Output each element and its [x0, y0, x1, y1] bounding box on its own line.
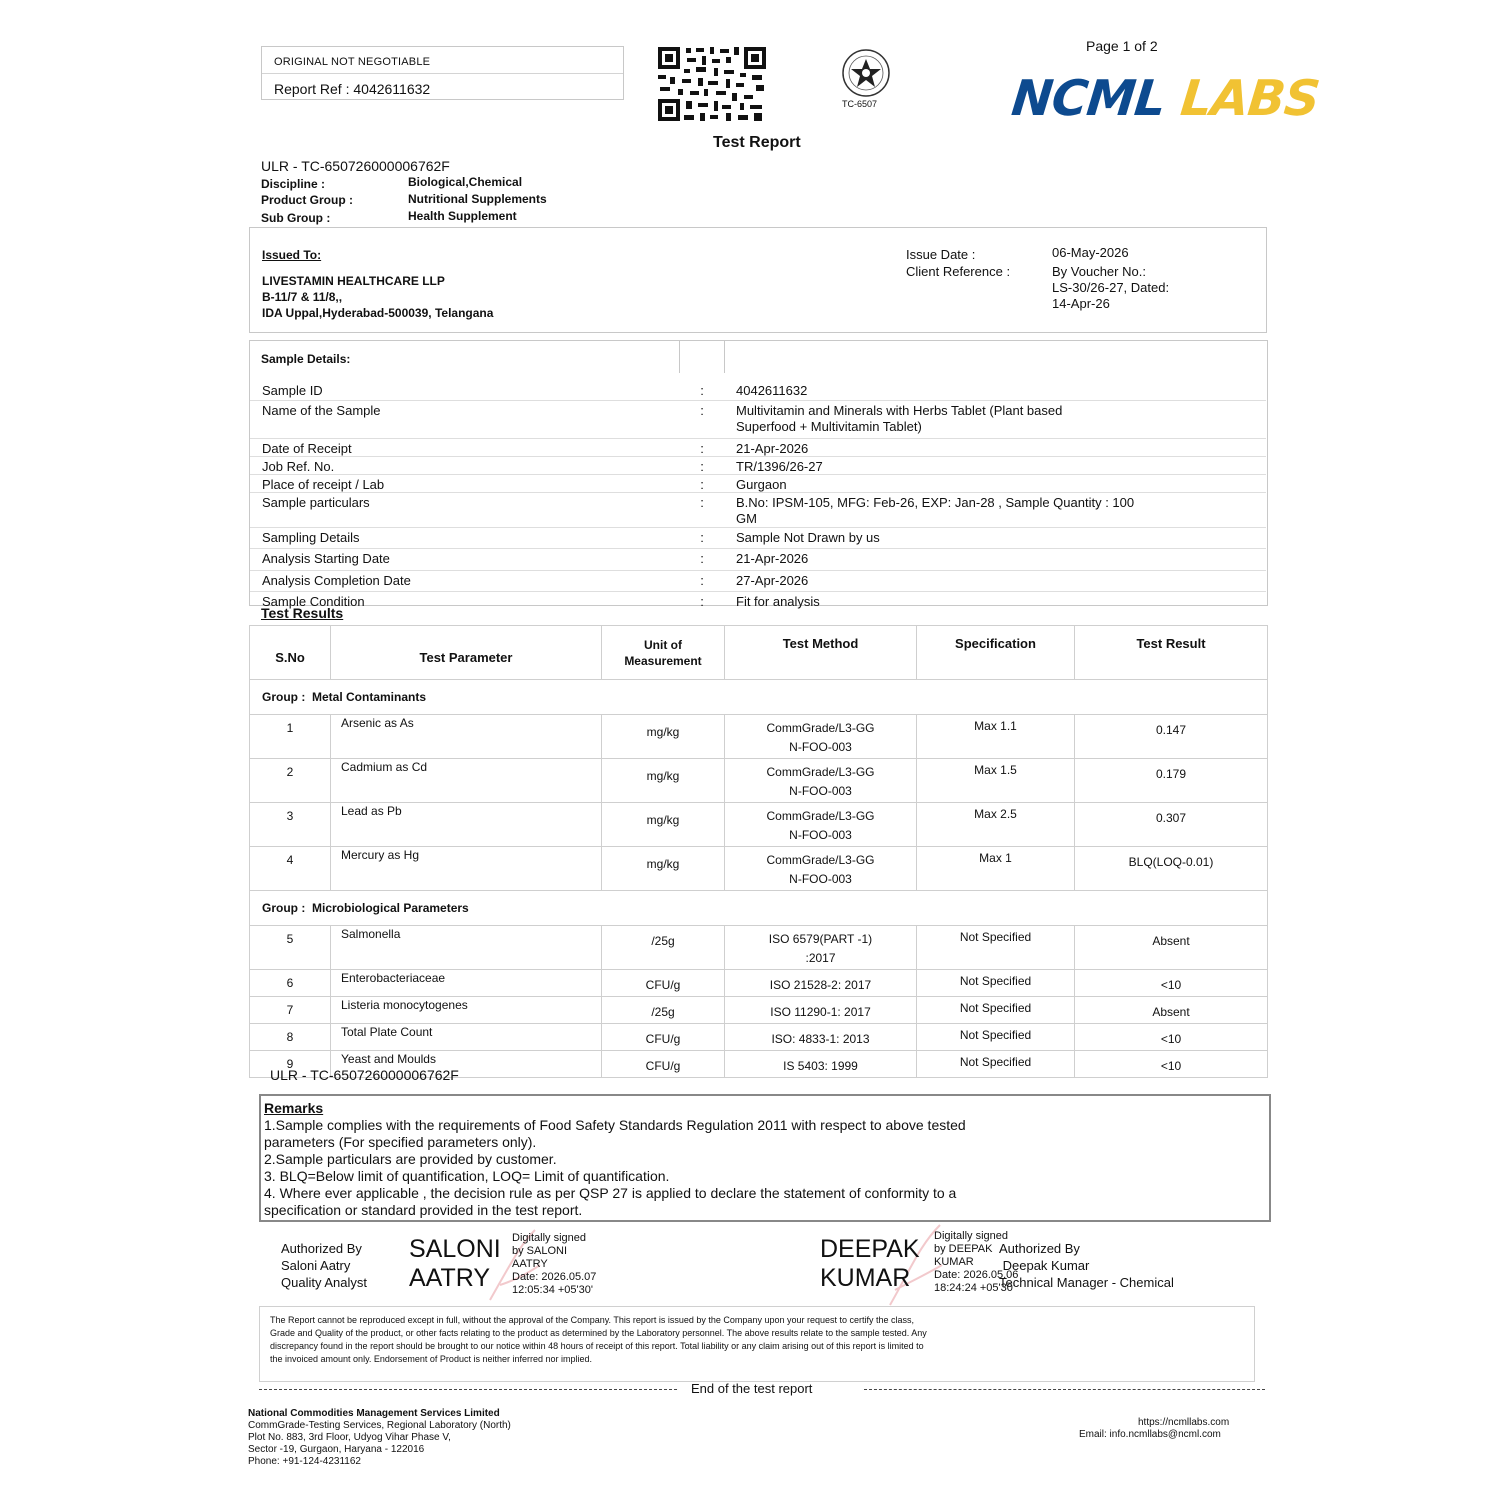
sample-row: Analysis Starting Date : 21-Apr-2026 — [250, 548, 1266, 570]
discipline-value: Biological,Chemical — [408, 175, 523, 189]
sample-row: Sample Condition : Fit for analysis — [262, 593, 820, 609]
qr-code-icon — [656, 45, 768, 123]
remark-line: 4. Where ever applicable , the decision rule as per QSP 27 is applied to declare the statement of conformity to a — [264, 1185, 957, 1201]
sample-row: Analysis Completion Date : 27-Apr-2026 — [250, 570, 1266, 591]
table-row: 9 Yeast and Moulds CFU/g IS 5403: 1999 Not Specified <10 — [250, 1051, 1268, 1078]
disclaimer-line: The Report cannot be reproduced except in full, without the approval of the Company. This report is issued by the Company upon your request to certify the class, — [270, 1315, 915, 1325]
issued-to-box — [249, 227, 1267, 333]
ncml-labs-logo: NCML LABS — [1009, 70, 1322, 127]
right-authorizer: Authorized By Deepak Kumar Technical Manager - Chemical — [999, 1241, 1174, 1290]
issue-date-value: 06-May-2026 — [1052, 245, 1129, 260]
table-row: 7 Listeria monocytogenes /25g ISO 11290-1: 2017 Not Specified Absent — [250, 997, 1268, 1024]
ulr-footer: ULR - TC-650726000006762F — [270, 1067, 459, 1083]
remark-line: 1.Sample complies with the requirements of Food Safety Standards Regulation 2011 with respect to above tested — [264, 1117, 966, 1133]
product-group-label: Product Group : — [261, 193, 353, 207]
sample-details-table — [250, 373, 1266, 609]
left-signature-name: SALONI AATRY — [409, 1235, 501, 1292]
client-reference-line-2: LS-30/26-27, Dated: — [1052, 280, 1170, 295]
sample-row: Place of receipt / Lab : Gurgaon — [250, 474, 1266, 492]
page-title: Test Report — [713, 134, 801, 151]
col-test-result: Test Result — [1075, 626, 1268, 680]
seal-code: TC-6507 — [842, 99, 878, 109]
remarks-title: Remarks — [264, 1100, 324, 1116]
disclaimer-line: the invoiced amount only. Endorsement of Product is neither inferred nor implied. — [270, 1354, 593, 1364]
disclaimer-line: discrepancy found in the report should be brought to our notice within 48 hours of receipt of this report. Total liability or any claim arising out of this report is limited to — [270, 1341, 924, 1351]
left-digital-signature: Digitally signed by SALONI AATRY Date: 2026.05.07 12:05:34 +05'30' — [512, 1232, 597, 1296]
col-specification: Specification — [917, 626, 1075, 680]
issue-date-label: Issue Date : — [906, 247, 976, 262]
company-email[interactable]: Email: info.ncmllabs@ncml.com — [1079, 1429, 1221, 1440]
sample-details-heading: Sample Details: — [261, 352, 351, 366]
client-address-2: IDA Uppal,Hyderabad-500039, Telangana — [262, 306, 494, 320]
sample-row: Job Ref. No. : TR/1396/26-27 — [250, 456, 1266, 474]
left-authorizer: Authorized By Saloni Aatry Quality Analyst — [281, 1241, 367, 1290]
divider — [259, 1389, 677, 1390]
sub-group-label: Sub Group : — [261, 211, 331, 225]
remark-line: specification or standard provided in the test report. — [264, 1202, 583, 1218]
col-test-parameter: Test Parameter — [331, 626, 602, 680]
sample-row: Date of Receipt : 21-Apr-2026 — [250, 438, 1266, 456]
remark-line: parameters (For specified parameters only). — [264, 1134, 537, 1150]
col-sno: S.No — [250, 626, 331, 680]
disclaimer-line: Grade and Quality of the product, or other facts relating to the product as determined by the Laboratory personnel. The above results relate to the sample tested. Any — [270, 1328, 927, 1338]
group-row: Group : Metal Contaminants — [250, 680, 1268, 715]
test-results-table — [249, 625, 1268, 1078]
col-unit: Unit of Measurement — [602, 626, 725, 680]
discipline-label: Discipline : — [261, 177, 326, 191]
page-number: Page 1 of 2 — [1086, 38, 1158, 54]
table-row: 3 Lead as Pb mg/kg CommGrade/L3-GG N-FOO-003 Max 2.5 0.307 — [250, 803, 1268, 847]
client-reference-label: Client Reference : — [906, 264, 1011, 279]
sample-row: Name of the Sample : Multivitamin and Minerals with Herbs Tablet (Plant based Superfood + Multivitamin Tablet) — [250, 400, 1266, 438]
company-website[interactable]: https://ncmllabs.com — [1138, 1417, 1230, 1428]
col-test-method: Test Method — [725, 626, 917, 680]
right-signature-name: DEEPAK KUMAR — [820, 1235, 920, 1292]
product-group-value: Nutritional Supplements — [408, 192, 547, 206]
table-row: 2 Cadmium as Cd mg/kg CommGrade/L3-GG N-FOO-003 Max 1.5 0.179 — [250, 759, 1268, 803]
divider — [864, 1389, 1265, 1390]
client-name: LIVESTAMIN HEALTHCARE LLP — [262, 274, 445, 288]
original-not-negotiable: ORIGINAL NOT NEGOTIABLE — [274, 56, 431, 68]
client-address-1: B-11/7 & 11/8,, — [262, 290, 343, 304]
test-results-heading: Test Results — [261, 605, 344, 621]
table-row: 4 Mercury as Hg mg/kg CommGrade/L3-GG N-FOO-003 Max 1 BLQ(LOQ-0.01) — [250, 847, 1268, 891]
disclaimer-box — [259, 1306, 1255, 1382]
table-row: 5 Salmonella /25g ISO 6579(PART -1) :2017 Not Specified Absent — [250, 926, 1268, 970]
issued-to-label: Issued To: — [262, 248, 322, 262]
table-row: 6 Enterobacteriaceae CFU/g ISO 21528-2: 2017 Not Specified <10 — [250, 970, 1268, 997]
remarks-box — [259, 1094, 1271, 1222]
right-digital-signature: Digitally signed by DEEPAK KUMAR Date: 2026.05.06 18:24:24 +05'30' — [934, 1230, 1019, 1294]
client-reference-line-3: 14-Apr-26 — [1052, 296, 1110, 311]
ulr-number: ULR - TC-650726000006762F — [261, 158, 450, 174]
sample-row: Sampling Details : Sample Not Drawn by us — [250, 527, 1266, 548]
group-row: Group : Microbiological Parameters — [250, 891, 1268, 926]
client-reference-line-1: By Voucher No.: — [1052, 264, 1146, 279]
end-of-report: End of the test report — [691, 1381, 813, 1396]
table-row: 1 Arsenic as As mg/kg CommGrade/L3-GG N-FOO-003 Max 1.1 0.147 — [250, 715, 1268, 759]
remark-line: 2.Sample particulars are provided by customer. — [264, 1151, 557, 1167]
sub-group-value: Health Supplement — [408, 209, 517, 223]
sample-row: Sample particulars : B.No: IPSM-105, MFG: Feb-26, EXP: Jan-28 , Sample Quantity : 100 GM — [250, 492, 1266, 527]
results-header-row — [250, 626, 1268, 680]
report-ref: Report Ref : 4042611632 — [274, 81, 431, 97]
sample-row: Sample ID : 4042611632 — [250, 373, 1266, 400]
company-address: National Commodities Management Services Limited CommGrade-Testing Services, Regional Laboratory (North) Plot No. 883, 3rd Floor, Udyog Vihar Phase V, Sector -19, Gurgaon, Haryana - 122016 Phone: +91-124-4231162 — [248, 1408, 511, 1467]
remark-line: 3. BLQ=Below limit of quantification, LOQ= Limit of quantification. — [264, 1168, 670, 1184]
report-ref-box — [261, 46, 624, 100]
table-row: 8 Total Plate Count CFU/g ISO: 4833-1: 2013 Not Specified <10 — [250, 1024, 1268, 1051]
